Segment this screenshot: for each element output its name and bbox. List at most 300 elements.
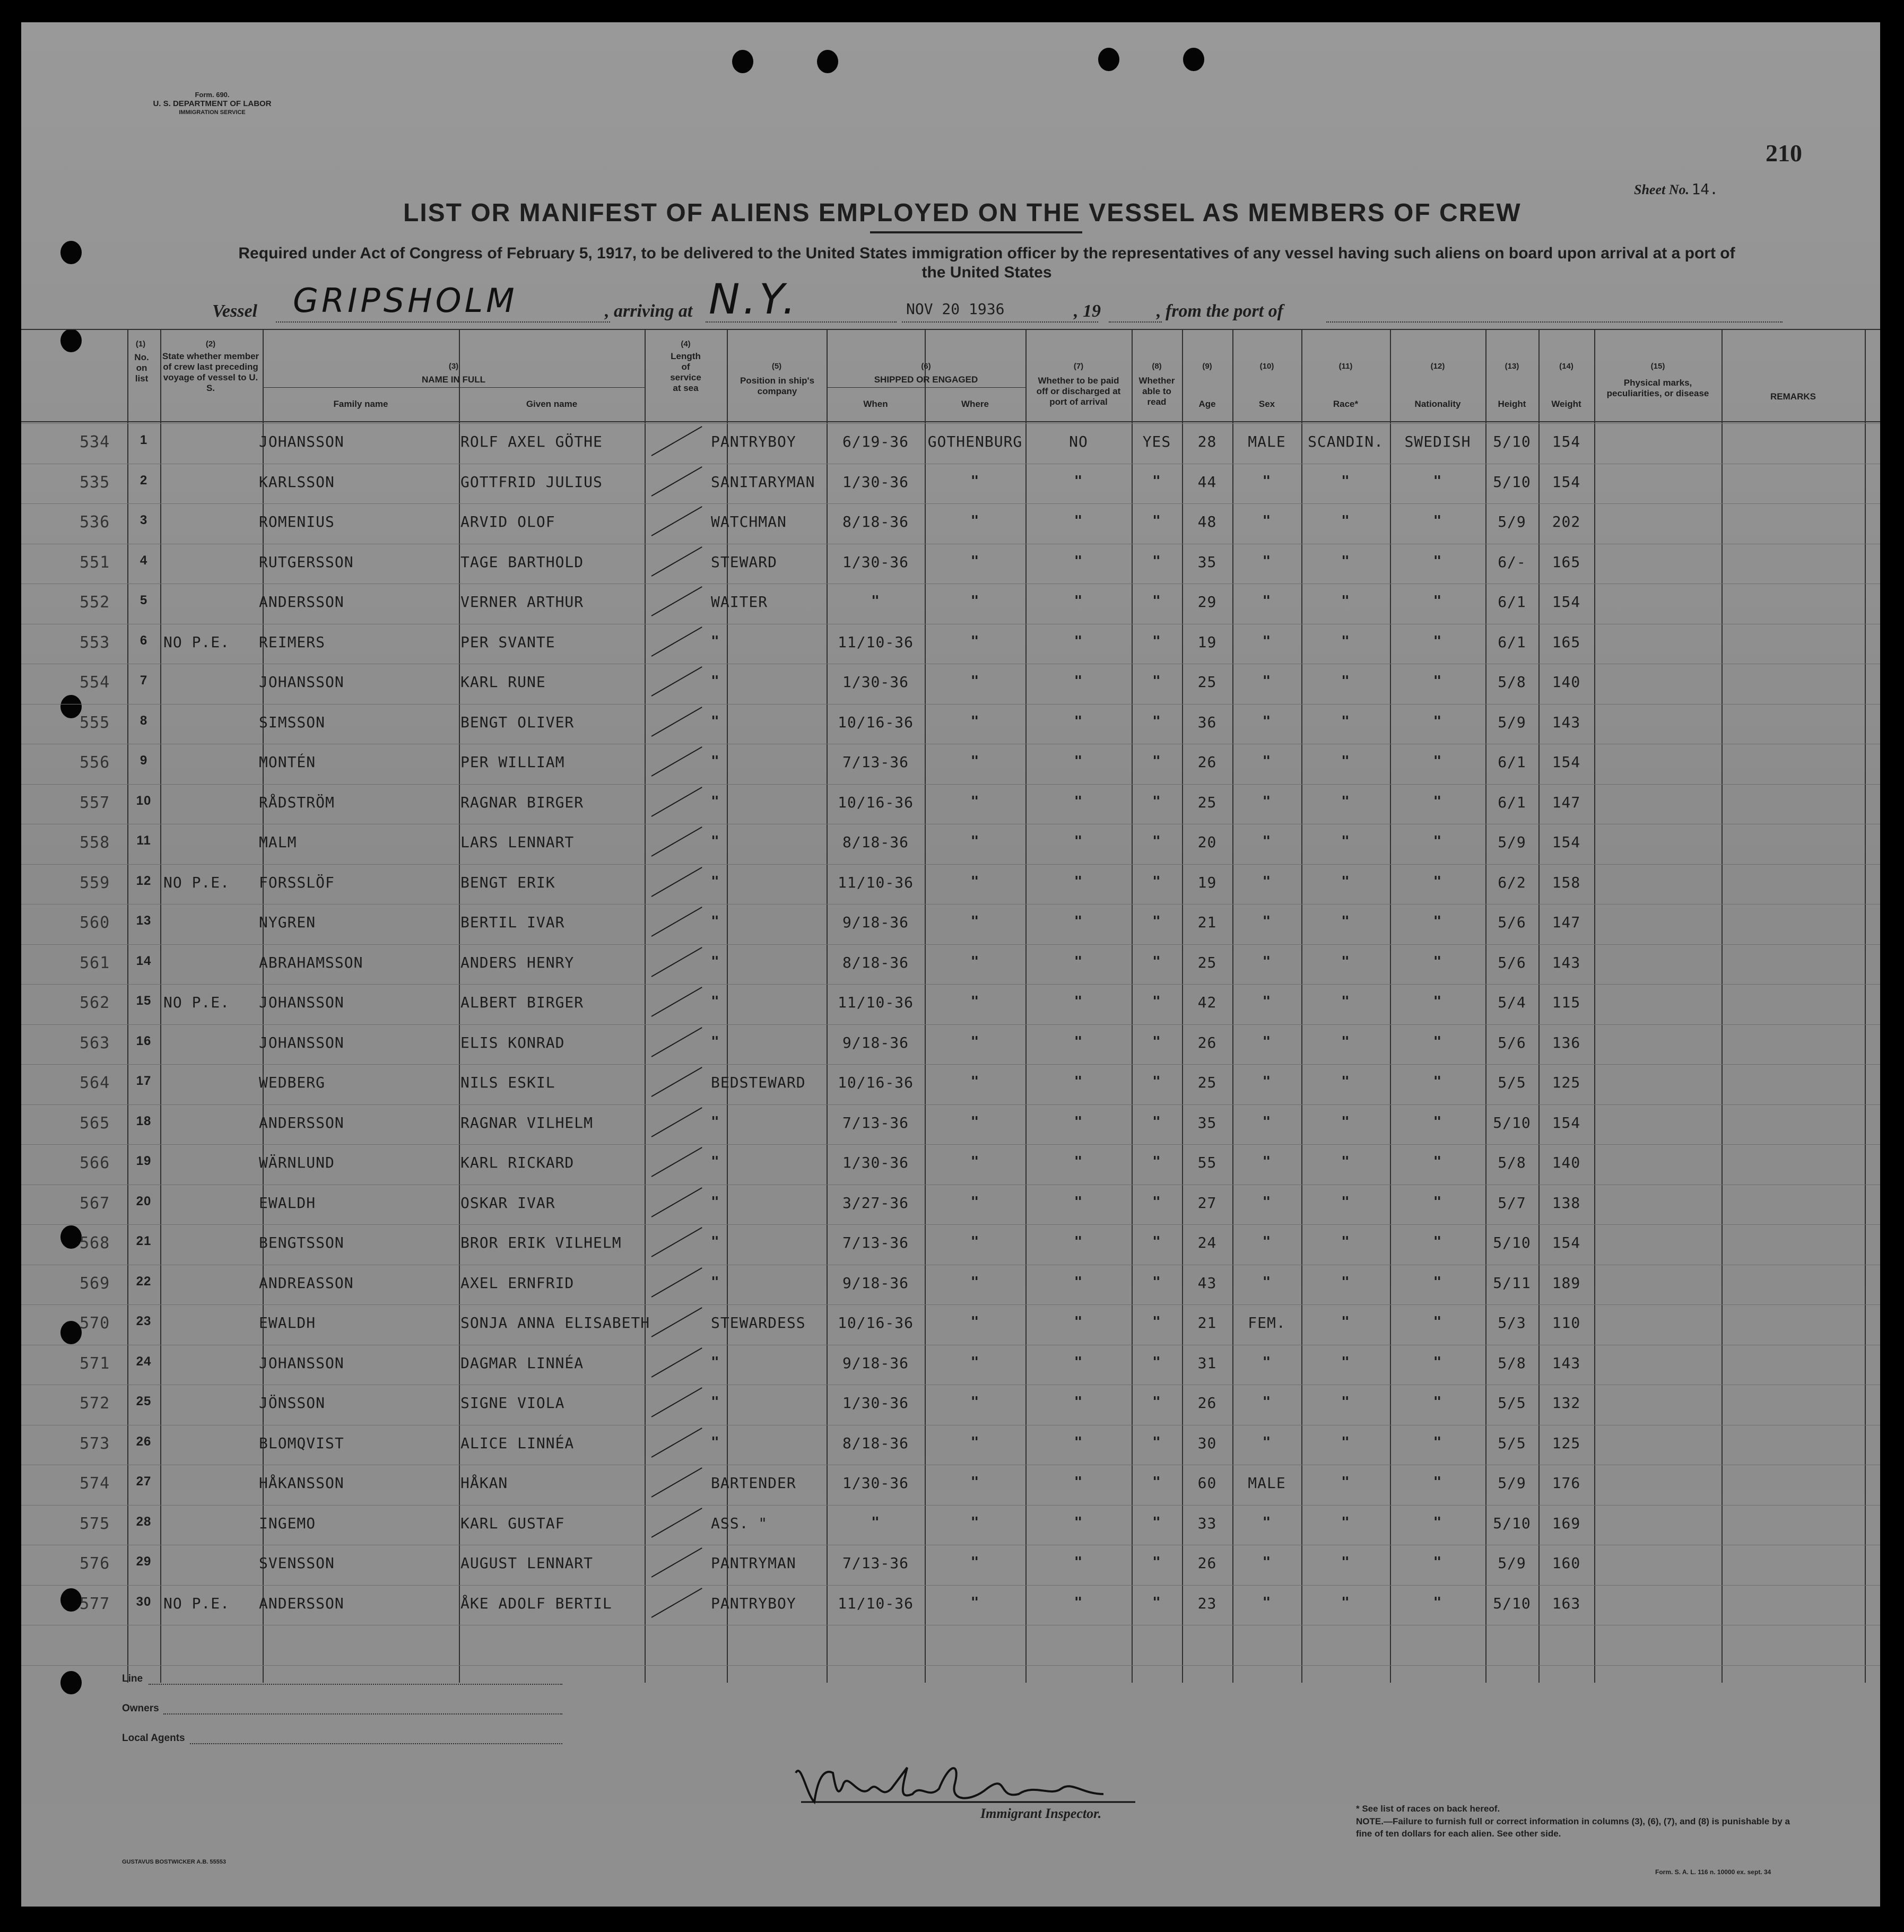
weight-cell: 132 xyxy=(1552,1394,1581,1412)
sheet-number xyxy=(1634,180,1718,198)
given-cell: RAGNAR BIRGER xyxy=(460,794,584,811)
position-cell: WATCHMAN xyxy=(711,513,787,530)
age-cell: 55 xyxy=(1197,1154,1217,1171)
given-cell: HÅKAN xyxy=(460,1474,508,1492)
punch-hole xyxy=(60,695,82,718)
height-cell: 5/9 xyxy=(1498,1474,1526,1492)
sequence-number: 569 xyxy=(80,1274,110,1293)
sex-cell: " xyxy=(1262,1114,1272,1130)
sequence-number: 556 xyxy=(80,753,110,772)
when-cell: 1/30-36 xyxy=(842,473,909,491)
weight-cell: 154 xyxy=(1552,433,1581,450)
col3-number: (3) xyxy=(448,362,459,371)
paid-cell: " xyxy=(1074,513,1083,529)
paid-cell: " xyxy=(1074,1474,1083,1490)
position-cell: WAITER xyxy=(711,593,768,611)
race-cell: " xyxy=(1341,1595,1350,1611)
age-cell: 42 xyxy=(1197,994,1217,1011)
service-length-mark xyxy=(651,1547,702,1578)
where-cell: " xyxy=(970,1434,980,1450)
sex-cell: " xyxy=(1262,593,1272,609)
no-cell: 30 xyxy=(136,1595,152,1609)
page-number: 210 xyxy=(1766,140,1802,167)
col9-number: (9) xyxy=(1202,362,1212,371)
given-cell: ROLF AXEL GÖTHE xyxy=(460,433,603,450)
weight-cell: 110 xyxy=(1552,1314,1581,1331)
prev-cell: NO P.E. xyxy=(163,633,230,651)
age-cell: 23 xyxy=(1197,1595,1217,1612)
weight-cell: 154 xyxy=(1552,473,1581,491)
family-cell: SVENSSON xyxy=(259,1554,335,1572)
weight-cell: 169 xyxy=(1552,1515,1581,1532)
nationality-cell: " xyxy=(1433,1034,1442,1050)
given-cell: NILS ESKIL xyxy=(460,1074,555,1091)
height-cell: 6/- xyxy=(1498,553,1526,571)
nationality-cell: SWEDISH xyxy=(1404,433,1471,450)
no-cell: 16 xyxy=(136,1034,152,1048)
paid-cell: " xyxy=(1074,1354,1083,1370)
nationality-cell: " xyxy=(1433,1194,1442,1210)
sex-cell: " xyxy=(1262,633,1272,649)
given-cell: PER WILLIAM xyxy=(460,753,565,771)
no-cell: 19 xyxy=(136,1154,152,1168)
position-cell: " xyxy=(711,1434,720,1450)
position-cell: " xyxy=(711,954,720,970)
family-cell: JOHANSSON xyxy=(259,433,344,450)
race-cell: " xyxy=(1341,1194,1350,1210)
race-cell: " xyxy=(1341,913,1350,929)
header-bottom-rule xyxy=(21,421,1880,422)
sex-cell: " xyxy=(1262,1394,1272,1410)
age-cell: 19 xyxy=(1197,874,1217,891)
weight-cell: 189 xyxy=(1552,1274,1581,1292)
from-port-underline xyxy=(1326,321,1783,323)
row-rule xyxy=(21,1024,1880,1025)
penalty-note: NOTE.—Failure to furnish full or correct information in columns (3), (6), (7), and (8) is punishable by a fine of ten dollars for each alien. See other side. xyxy=(1356,1816,1790,1839)
service-length-mark xyxy=(651,546,702,577)
when-cell: 3/27-36 xyxy=(842,1194,909,1212)
when-cell: 7/13-36 xyxy=(842,1554,909,1572)
service-length-mark xyxy=(651,1467,702,1498)
manifest-page xyxy=(21,22,1880,1907)
given-cell: TAGE BARTHOLD xyxy=(460,553,584,571)
where-header: Where xyxy=(961,399,989,409)
column-rule xyxy=(1722,330,1723,1683)
where-cell: " xyxy=(970,1595,980,1611)
position-cell: " xyxy=(711,633,720,649)
paid-cell: " xyxy=(1074,753,1083,769)
family-cell: JOHANSSON xyxy=(259,994,344,1011)
row-rule xyxy=(21,423,1880,424)
sex-cell: " xyxy=(1262,1434,1272,1450)
where-cell: " xyxy=(970,1194,980,1210)
given-name-header: Given name xyxy=(526,399,578,409)
service-length-mark xyxy=(651,947,702,977)
race-cell: " xyxy=(1341,553,1350,569)
local-agents-underline xyxy=(190,1743,562,1744)
sex-cell: " xyxy=(1262,513,1272,529)
no-cell: 7 xyxy=(140,673,148,687)
row-rule xyxy=(21,984,1880,985)
position-cell: " xyxy=(711,1194,720,1210)
nationality-cell: " xyxy=(1433,1515,1442,1530)
family-cell: NYGREN xyxy=(259,913,316,931)
owners-label: Owners xyxy=(122,1703,159,1714)
family-cell: RÅDSTRÖM xyxy=(259,794,335,811)
height-cell: 6/1 xyxy=(1498,593,1526,611)
weight-cell: 154 xyxy=(1552,1114,1581,1132)
no-cell: 10 xyxy=(136,794,152,808)
read-cell: " xyxy=(1152,1394,1161,1410)
race-cell: " xyxy=(1341,1515,1350,1530)
weight-cell: 165 xyxy=(1552,633,1581,651)
family-cell: HÅKANSSON xyxy=(259,1474,344,1492)
sequence-number: 576 xyxy=(80,1554,110,1573)
paid-cell: " xyxy=(1074,633,1083,649)
sequence-number: 554 xyxy=(80,673,110,692)
position-cell: PANTRYBOY xyxy=(711,433,796,450)
height-cell: 6/1 xyxy=(1498,753,1526,771)
family-cell: SIMSSON xyxy=(259,713,326,731)
race-cell: " xyxy=(1341,1074,1350,1090)
when-cell: 7/13-36 xyxy=(842,1114,909,1132)
sex-cell: " xyxy=(1262,1354,1272,1370)
read-cell: " xyxy=(1152,553,1161,569)
when-cell: 8/18-36 xyxy=(842,513,909,530)
paid-cell: " xyxy=(1074,1394,1083,1410)
paid-cell: " xyxy=(1074,874,1083,890)
sequence-number: 577 xyxy=(80,1595,110,1613)
nationality-cell: " xyxy=(1433,593,1442,609)
punch-hole xyxy=(1098,48,1119,71)
height-cell: 6/1 xyxy=(1498,794,1526,811)
height-cell: 5/5 xyxy=(1498,1074,1526,1091)
when-cell: 11/10-36 xyxy=(838,1595,914,1612)
paid-cell: " xyxy=(1074,1554,1083,1570)
height-cell: 5/10 xyxy=(1493,433,1531,450)
no-cell: 13 xyxy=(136,913,152,928)
paid-cell: " xyxy=(1074,1595,1083,1611)
read-cell: " xyxy=(1152,1194,1161,1210)
age-cell: 25 xyxy=(1197,1074,1217,1091)
weight-cell: 147 xyxy=(1552,794,1581,811)
no-cell: 5 xyxy=(140,593,148,607)
given-cell: ELIS KONRAD xyxy=(460,1034,565,1051)
read-cell: " xyxy=(1152,1274,1161,1290)
when-cell: 1/30-36 xyxy=(842,1394,909,1412)
race-cell: " xyxy=(1341,513,1350,529)
where-cell: GOTHENBURG xyxy=(927,433,1023,450)
no-cell: 24 xyxy=(136,1354,152,1369)
age-cell: 35 xyxy=(1197,553,1217,571)
sex-cell: " xyxy=(1262,913,1272,929)
sequence-number: 561 xyxy=(80,954,110,972)
sex-cell: " xyxy=(1262,794,1272,810)
where-cell: " xyxy=(970,593,980,609)
race-cell: " xyxy=(1341,994,1350,1009)
paid-cell: " xyxy=(1074,1314,1083,1330)
col6-header: SHIPPED OR ENGAGED xyxy=(874,375,978,385)
given-cell: ALICE LINNÉA xyxy=(460,1434,575,1452)
race-cell: " xyxy=(1341,1314,1350,1330)
weight-cell: 176 xyxy=(1552,1474,1581,1492)
race-cell: " xyxy=(1341,1474,1350,1490)
service-length-mark xyxy=(651,1187,702,1217)
weight-cell: 125 xyxy=(1552,1074,1581,1091)
sequence-number: 553 xyxy=(80,633,110,652)
where-cell: " xyxy=(970,1515,980,1530)
family-cell: ANDREASSON xyxy=(259,1274,354,1292)
given-cell: BENGT OLIVER xyxy=(460,713,575,731)
weight-cell: 138 xyxy=(1552,1194,1581,1212)
table-top-rule xyxy=(21,329,1880,330)
race-cell: " xyxy=(1341,954,1350,970)
row-rule xyxy=(21,1064,1880,1065)
no-cell: 17 xyxy=(136,1074,152,1088)
read-cell: " xyxy=(1152,1034,1161,1050)
position-cell: PANTRYMAN xyxy=(711,1554,796,1572)
family-cell: EWALDH xyxy=(259,1194,316,1212)
nationality-cell: " xyxy=(1433,1354,1442,1370)
read-cell: " xyxy=(1152,1074,1161,1090)
sex-cell: FEM. xyxy=(1248,1314,1286,1331)
prev-cell: NO P.E. xyxy=(163,994,230,1011)
age-cell: 33 xyxy=(1197,1515,1217,1532)
race-cell: " xyxy=(1341,1154,1350,1170)
sequence-number: 567 xyxy=(80,1194,110,1213)
races-note: * See list of races on back hereof. xyxy=(1356,1804,1500,1814)
paid-cell: " xyxy=(1074,1154,1083,1170)
read-cell: " xyxy=(1152,1434,1161,1450)
where-cell: " xyxy=(970,513,980,529)
col12-number: (12) xyxy=(1430,362,1445,371)
no-cell: 3 xyxy=(140,513,148,527)
sequence-number: 571 xyxy=(80,1354,110,1373)
age-cell: 26 xyxy=(1197,1034,1217,1051)
age-cell: 28 xyxy=(1197,433,1217,450)
paid-cell: " xyxy=(1074,553,1083,569)
col4-number: (4) xyxy=(681,340,691,349)
race-cell: " xyxy=(1341,794,1350,810)
sequence-number: 555 xyxy=(80,713,110,732)
given-cell: BROR ERIK VILHELM xyxy=(460,1234,622,1251)
sequence-number: 534 xyxy=(80,433,110,451)
position-cell: STEWARDESS xyxy=(711,1314,806,1331)
age-cell: 30 xyxy=(1197,1434,1217,1452)
age-cell: 21 xyxy=(1197,1314,1217,1331)
col6-number: (6) xyxy=(921,362,931,371)
no-cell: 23 xyxy=(136,1314,152,1328)
col10-header: Sex xyxy=(1258,399,1275,409)
printer-mark: GUSTAVUS BOSTWICKER A.B. 55553 xyxy=(122,1859,226,1865)
age-cell: 26 xyxy=(1197,1394,1217,1412)
sex-cell: " xyxy=(1262,874,1272,890)
given-cell: KARL GUSTAF xyxy=(460,1515,565,1532)
age-cell: 26 xyxy=(1197,1554,1217,1572)
paid-cell: " xyxy=(1074,1194,1083,1210)
sequence-number: 536 xyxy=(80,513,110,532)
height-cell: 5/9 xyxy=(1498,513,1526,530)
where-cell: " xyxy=(970,1394,980,1410)
age-cell: 21 xyxy=(1197,913,1217,931)
sex-cell: " xyxy=(1262,1554,1272,1570)
position-cell: " xyxy=(711,1234,720,1250)
weight-cell: 154 xyxy=(1552,833,1581,851)
col3-header: NAME IN FULL xyxy=(422,375,485,385)
sequence-number: 558 xyxy=(80,833,110,852)
given-cell: SONJA ANNA ELISABETH xyxy=(460,1314,650,1331)
age-cell: 26 xyxy=(1197,753,1217,771)
sequence-number: 560 xyxy=(80,913,110,932)
height-cell: 5/8 xyxy=(1498,673,1526,691)
family-cell: JOHANSSON xyxy=(259,673,344,691)
read-cell: " xyxy=(1152,1554,1161,1570)
where-cell: " xyxy=(970,1034,980,1050)
line-label: Line xyxy=(122,1673,143,1684)
punch-hole xyxy=(60,1588,82,1612)
sequence-number: 562 xyxy=(80,994,110,1012)
sex-cell: " xyxy=(1262,673,1272,689)
sequence-number: 552 xyxy=(80,593,110,612)
title-underline xyxy=(870,231,1082,233)
given-cell: AXEL ERNFRID xyxy=(460,1274,575,1292)
read-cell: " xyxy=(1152,1154,1161,1170)
col13-header: Height xyxy=(1498,399,1526,409)
row-rule xyxy=(21,1224,1880,1225)
height-cell: 5/6 xyxy=(1498,1034,1526,1051)
age-cell: 60 xyxy=(1197,1474,1217,1492)
punch-hole xyxy=(60,1671,82,1694)
row-rule xyxy=(21,784,1880,785)
nationality-cell: " xyxy=(1433,1474,1442,1490)
paid-cell: " xyxy=(1074,794,1083,810)
when-cell: 9/18-36 xyxy=(842,1274,909,1292)
nationality-cell: " xyxy=(1433,1114,1442,1130)
sex-cell: " xyxy=(1262,1274,1272,1290)
when-cell: 11/10-36 xyxy=(838,633,914,651)
nationality-cell: " xyxy=(1433,1394,1442,1410)
height-cell: 5/6 xyxy=(1498,913,1526,931)
sheet-label: Sheet No. xyxy=(1634,182,1689,197)
when-cell: 1/30-36 xyxy=(842,673,909,691)
race-cell: " xyxy=(1341,874,1350,890)
sex-cell: " xyxy=(1262,1074,1272,1090)
position-cell: " xyxy=(711,794,720,810)
age-cell: 19 xyxy=(1197,633,1217,651)
family-cell: BENGTSSON xyxy=(259,1234,344,1251)
weight-cell: 143 xyxy=(1552,954,1581,971)
arrival-port: N.Y. xyxy=(709,276,799,324)
nationality-cell: " xyxy=(1433,1595,1442,1611)
where-cell: " xyxy=(970,874,980,890)
race-cell: " xyxy=(1341,833,1350,849)
position-cell: PANTRYBOY xyxy=(711,1595,796,1612)
service-length-mark xyxy=(651,586,702,616)
row-rule xyxy=(21,503,1880,504)
read-cell: " xyxy=(1152,713,1161,729)
when-cell: 8/18-36 xyxy=(842,1434,909,1452)
where-cell: " xyxy=(970,753,980,769)
given-cell: DAGMAR LINNÉA xyxy=(460,1354,584,1372)
height-cell: 5/9 xyxy=(1498,713,1526,731)
row-rule xyxy=(21,1665,1880,1666)
service-length-mark xyxy=(651,426,702,456)
given-cell: BERTIL IVAR xyxy=(460,913,565,931)
where-cell: " xyxy=(970,1234,980,1250)
given-cell: KARL RUNE xyxy=(460,673,546,691)
given-cell: KARL RICKARD xyxy=(460,1154,575,1171)
no-cell: 14 xyxy=(136,954,152,968)
race-cell: " xyxy=(1341,1554,1350,1570)
read-cell: " xyxy=(1152,593,1161,609)
given-cell: BENGT ERIK xyxy=(460,874,555,891)
family-name-header: Family name xyxy=(333,399,388,409)
read-cell: " xyxy=(1152,1474,1161,1490)
col2-header: State whether member of crew last preceding voyage of vessel to U. S. xyxy=(162,351,259,393)
row-rule xyxy=(21,1585,1880,1586)
family-cell: ANDERSSON xyxy=(259,593,344,611)
nationality-cell: " xyxy=(1433,833,1442,849)
subheader-rule xyxy=(263,387,645,388)
weight-cell: 154 xyxy=(1552,753,1581,771)
when-header: When xyxy=(863,399,888,409)
read-cell: " xyxy=(1152,1595,1161,1611)
where-cell: " xyxy=(970,1154,980,1170)
given-cell: VERNER ARTHUR xyxy=(460,593,584,611)
paid-cell: " xyxy=(1074,1114,1083,1130)
height-cell: 5/8 xyxy=(1498,1354,1526,1372)
form-number: Form. 690. xyxy=(195,91,230,99)
paid-cell: " xyxy=(1074,994,1083,1009)
given-cell: ALBERT BIRGER xyxy=(460,994,584,1011)
no-cell: 8 xyxy=(140,713,148,728)
sheet-value: 14. xyxy=(1691,180,1719,198)
paid-cell: " xyxy=(1074,473,1083,489)
paid-cell: " xyxy=(1074,1274,1083,1290)
sequence-number: 573 xyxy=(80,1434,110,1453)
col11-header: Race* xyxy=(1333,399,1359,409)
sequence-number: 551 xyxy=(80,553,110,572)
no-cell: 6 xyxy=(140,633,148,648)
punch-hole xyxy=(60,241,82,264)
service-length-mark xyxy=(651,1027,702,1057)
when-cell: 8/18-36 xyxy=(842,833,909,851)
where-cell: " xyxy=(970,994,980,1009)
age-cell: 24 xyxy=(1197,1234,1217,1251)
nationality-cell: " xyxy=(1433,633,1442,649)
height-cell: 5/10 xyxy=(1493,1595,1531,1612)
read-cell: " xyxy=(1152,1354,1161,1370)
no-cell: 26 xyxy=(136,1434,152,1449)
paid-cell: " xyxy=(1074,673,1083,689)
position-cell: " xyxy=(711,1274,720,1290)
family-cell: BLOMQVIST xyxy=(259,1434,344,1452)
subheader-rule xyxy=(827,387,1025,388)
when-cell: " xyxy=(871,593,880,609)
race-cell: " xyxy=(1341,1234,1350,1250)
position-cell: BEDSTEWARD xyxy=(711,1074,806,1091)
when-cell: 9/18-36 xyxy=(842,913,909,931)
service-length-mark xyxy=(651,1227,702,1257)
when-cell: " xyxy=(871,1515,880,1530)
service-length-mark xyxy=(651,746,702,777)
col4-header: Length of service at sea xyxy=(670,351,701,393)
weight-cell: 158 xyxy=(1552,874,1581,891)
service-length-mark xyxy=(651,1307,702,1337)
family-cell: JOHANSSON xyxy=(259,1354,344,1372)
sex-cell: " xyxy=(1262,1234,1272,1250)
position-cell: " xyxy=(711,1394,720,1410)
